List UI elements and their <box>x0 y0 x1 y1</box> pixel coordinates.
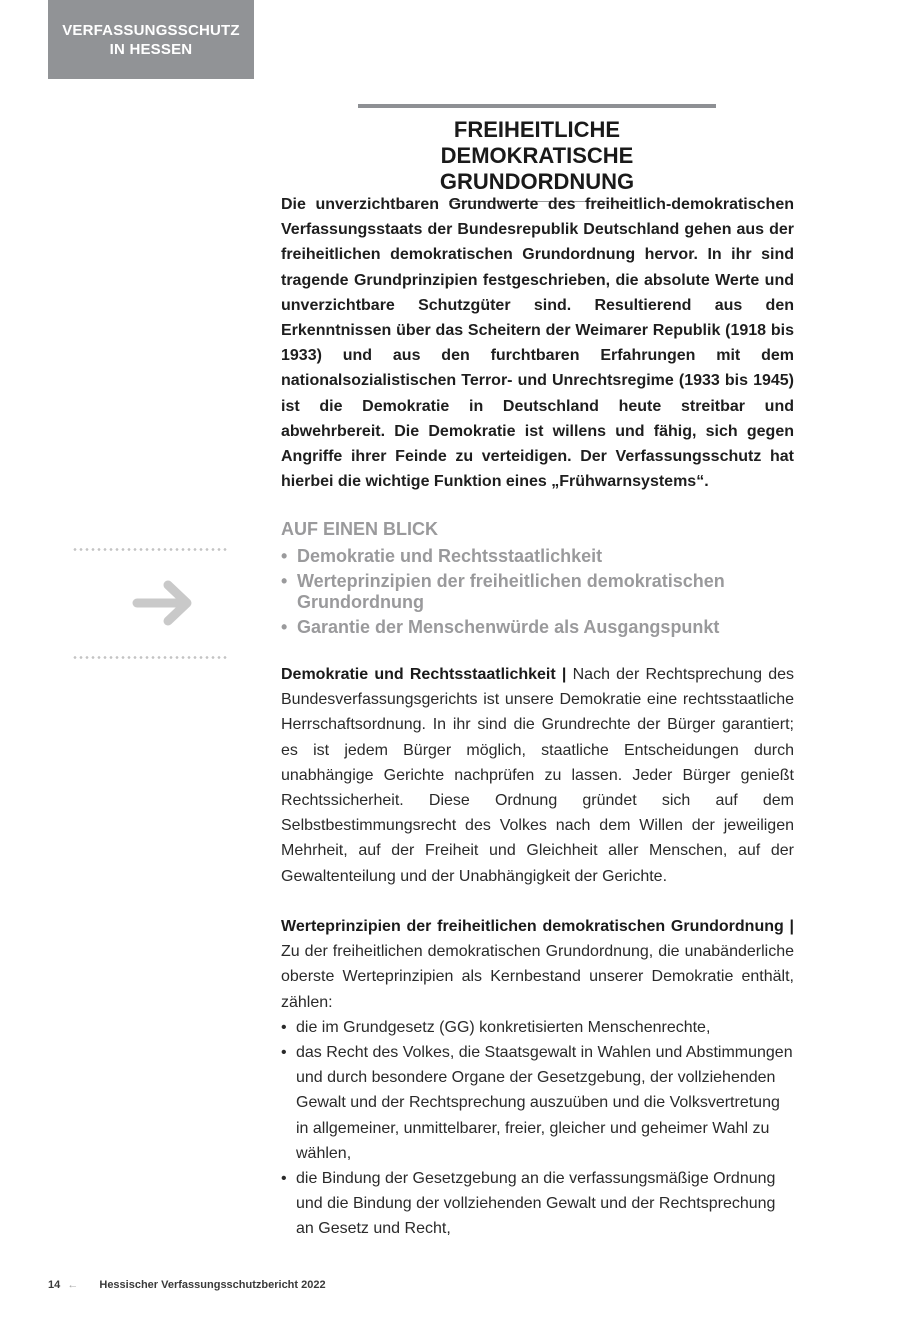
section-separator: | <box>561 666 567 683</box>
page-title-line-2: GRUNDORDNUNG <box>439 169 635 194</box>
section-text: Zu der freiheitlichen demokratischen Grundordnung, die unabänderliche oberste Werteprinzipien als Kernbestand unserer Demokratie enthält, zählen: <box>281 943 794 1011</box>
section-intro <box>281 914 794 1015</box>
section-lead: Demokratie und Rechtsstaatlichkeit <box>281 666 556 683</box>
at-a-glance-box <box>281 516 794 638</box>
at-a-glance-list <box>281 546 794 638</box>
title-block <box>358 104 716 202</box>
intro-paragraph: Die unverzichtbaren Grundwerte des freiheitlich-demokratischen Verfassungsstaats der Bundesrepublik Deutschland gehen aus der freiheitlichen demokratischen Grundordnung hervor. In ihr sind tragende Grundprinzipien festgeschrieben, die absolute Werte und unverzichtbare Schutzgüter sind. Resultierend aus den Erkenntnissen über das Scheitern der Weimarer Republik (1918 bis 1933) und aus den furchtbaren Erfahrungen mit dem nationalsozialistischen Terror- und Unrechtsregime (1933 bis 1945) ist die Demokratie in Deutschland heute streitbar und abwehrbereit. Die Demokratie ist willens und fähig, sich gegen Angriffe ihrer Feinde zu verteidigen. Der Verfassungsschutz hat hierbei die wichtige Funktion eines „Frühwarnsystems“. <box>281 196 794 491</box>
at-a-glance-item-text: Garantie der Menschenwürde als Ausgangspunkt <box>297 617 720 637</box>
at-a-glance-item <box>281 617 794 638</box>
list-item-text: die Bindung der Gesetzgebung an die verfassungsmäßige Ordnung und die Bindung der vollziehenden Gewalt und der Rechtsprechung an Gesetz und Recht, <box>296 1170 776 1238</box>
bullet-icon: • <box>281 1018 287 1036</box>
page-title <box>358 117 716 195</box>
at-a-glance-item-text: Demokratie und Rechtsstaatlichkeit <box>297 546 603 566</box>
section-value-principles <box>281 914 794 1242</box>
at-a-glance-item <box>281 546 794 567</box>
at-a-glance-item <box>281 571 794 613</box>
page-number: 14 <box>48 1279 61 1291</box>
bullet-icon: • <box>281 571 288 591</box>
section-header-line-1: VERFASSUNGSSCHUTZ <box>62 22 240 39</box>
publication-title: Hessischer Verfassungsschutzbericht 2022 <box>99 1279 326 1291</box>
title-rule-top <box>358 104 716 108</box>
section-header-tab <box>48 0 254 79</box>
list-item <box>281 1166 794 1242</box>
page-footer <box>48 1278 326 1292</box>
list-item <box>281 1040 794 1166</box>
arrow-right-icon <box>130 578 196 628</box>
dotted-divider-bottom <box>72 656 228 659</box>
section-democracy <box>281 662 794 889</box>
bullet-icon: • <box>281 1170 287 1188</box>
section-separator: | <box>789 918 794 935</box>
bullet-icon: • <box>281 1044 287 1062</box>
principles-list <box>281 1015 794 1242</box>
page-title-line-1: FREIHEITLICHE DEMOKRATISCHE <box>440 117 634 168</box>
list-item <box>281 1015 794 1040</box>
at-a-glance-heading: AUF EINEN BLICK <box>281 519 438 539</box>
back-arrow-icon[interactable]: ← <box>67 1279 79 1291</box>
list-item-text: das Recht des Volkes, die Staatsgewalt in Wahlen und Abstimmungen und durch besondere Organe der Gesetzgebung, der vollziehenden Gewalt und der Rechtsprechung auszuüben und die Volksvertretung in allgemeiner, unmittelbarer, freier, gleicher und geheimer Wahl zu wählen, <box>296 1044 793 1162</box>
bullet-icon: • <box>281 617 288 637</box>
section-lead: Werteprinzipien der freiheitlichen demokratischen Grundordnung <box>281 918 784 935</box>
at-a-glance-item-text: Werteprinzipien der freiheitlichen demokratischen Grundordnung <box>297 571 725 612</box>
list-item-text: die im Grundgesetz (GG) konkretisierten Menschenrechte, <box>296 1018 711 1036</box>
section-text: Nach der Rechtsprechung des Bundesverfassungsgerichts ist unsere Demokratie eine rechtsstaatliche Herrschaftsordnung. In ihr sind die Grundrechte der Bürger garantiert; es ist jedem Bürger möglich, staatliche Entscheidungen durch unabhängige Gerichte nachprüfen zu lassen. Jeder Bürger genießt Rechtssicherheit. Diese Ordnung gründet sich auf dem Selbstbestimmungsrecht des Volkes nach dem Willen der jeweiligen Mehrheit, auf der Freiheit und Gleichheit aller Menschen, auf der Gewaltenteilung und der Unabhängigkeit der Gerichte. <box>281 666 794 885</box>
section-header-line-2: IN HESSEN <box>109 41 193 58</box>
bullet-icon: • <box>281 546 288 566</box>
dotted-divider-top <box>72 548 228 551</box>
